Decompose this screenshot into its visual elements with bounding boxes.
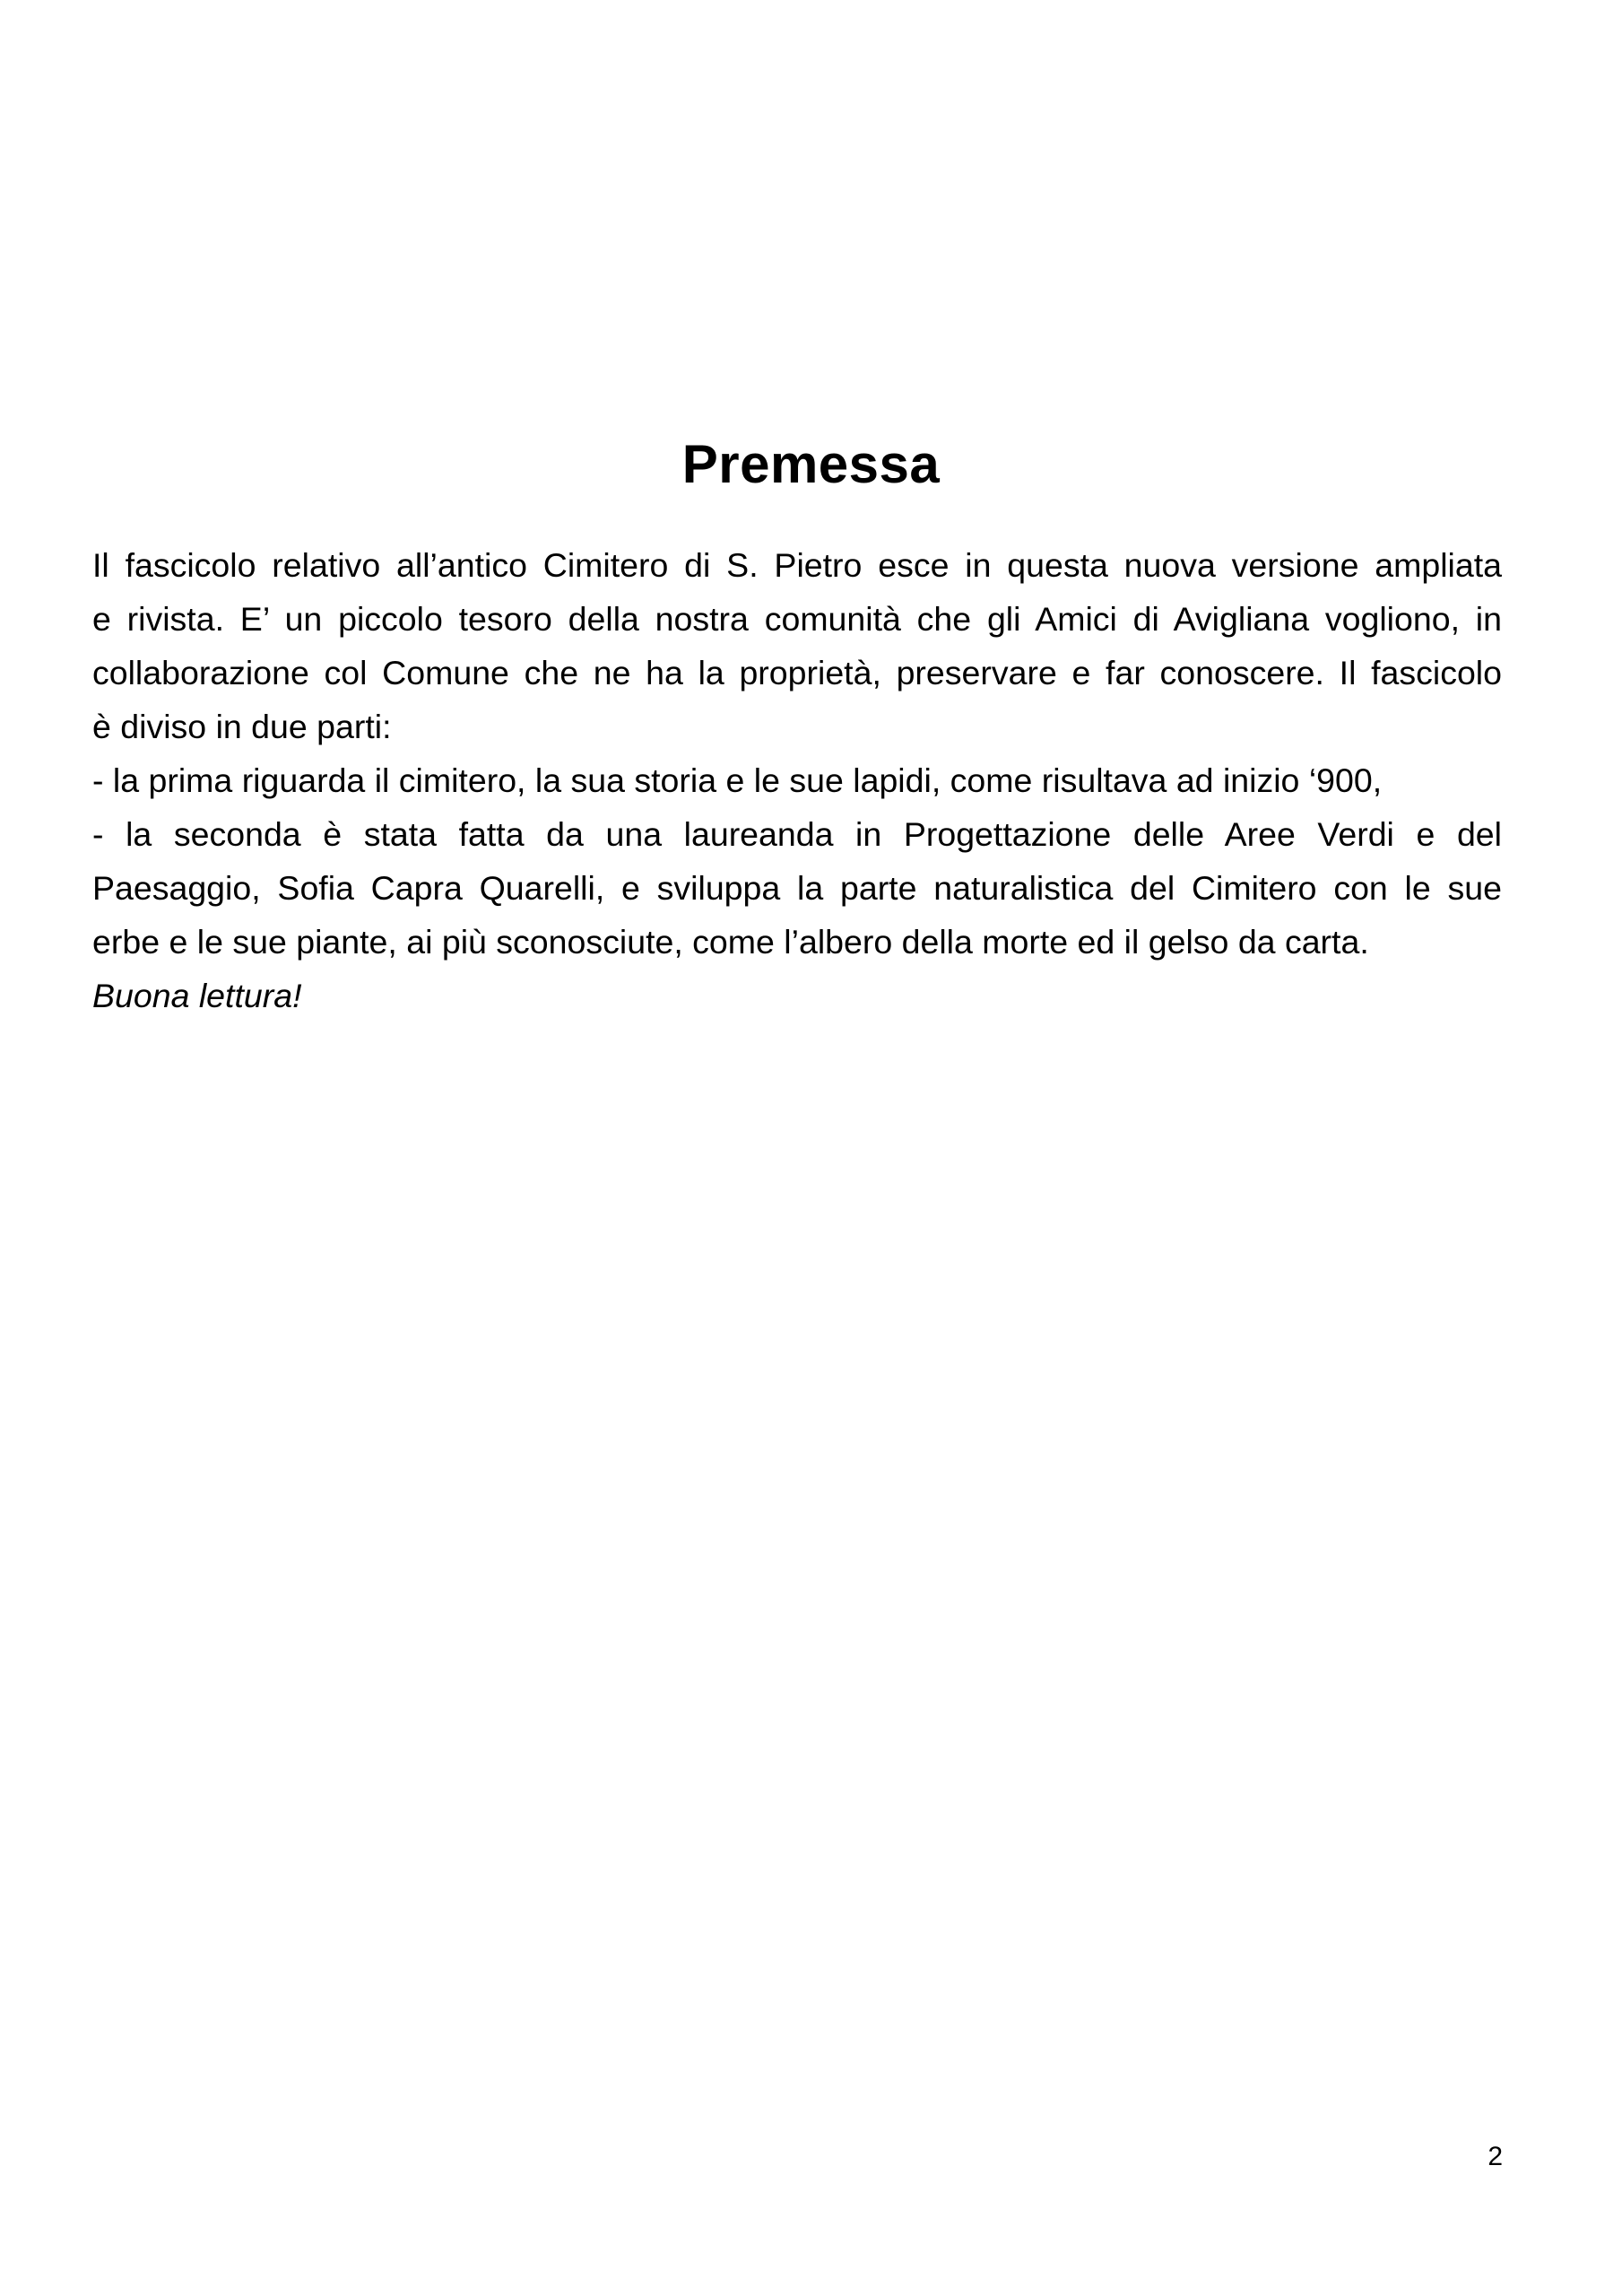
text-line: e rivista. E’ un piccolo tesoro della nostra comunità che gli Amici di Avigliana vogliono, in <box>92 600 1502 638</box>
closing-line: Buona lettura! <box>92 977 302 1014</box>
text-line: Paesaggio, Sofia Capra Quarelli, e sviluppa la parte naturalistica del Cimitero con le sue <box>92 869 1502 907</box>
text-line: è diviso in due parti: <box>92 708 392 745</box>
text-line: collaborazione col Comune che ne ha la proprietà, preservare e far conoscere. Il fascicolo <box>92 654 1502 691</box>
text-line: erbe e le sue piante, ai più sconosciute, come l’albero della morte ed il gelso da carta. <box>92 923 1369 961</box>
list-item: - la prima riguarda il cimitero, la sua storia e le sue lapidi, come risultava ad inizio ‘900, <box>92 761 1383 799</box>
list-item: - la seconda è stata fatta da una laureanda in Progettazione delle Aree Verdi e del <box>92 815 1502 853</box>
page-title: Premessa <box>681 434 941 494</box>
body-text <box>92 538 1502 1022</box>
page-number: 2 <box>1488 2142 1503 2171</box>
text-line: Il fascicolo relativo all’antico Cimitero di S. Pietro esce in questa nuova versione ampliata <box>92 546 1502 584</box>
